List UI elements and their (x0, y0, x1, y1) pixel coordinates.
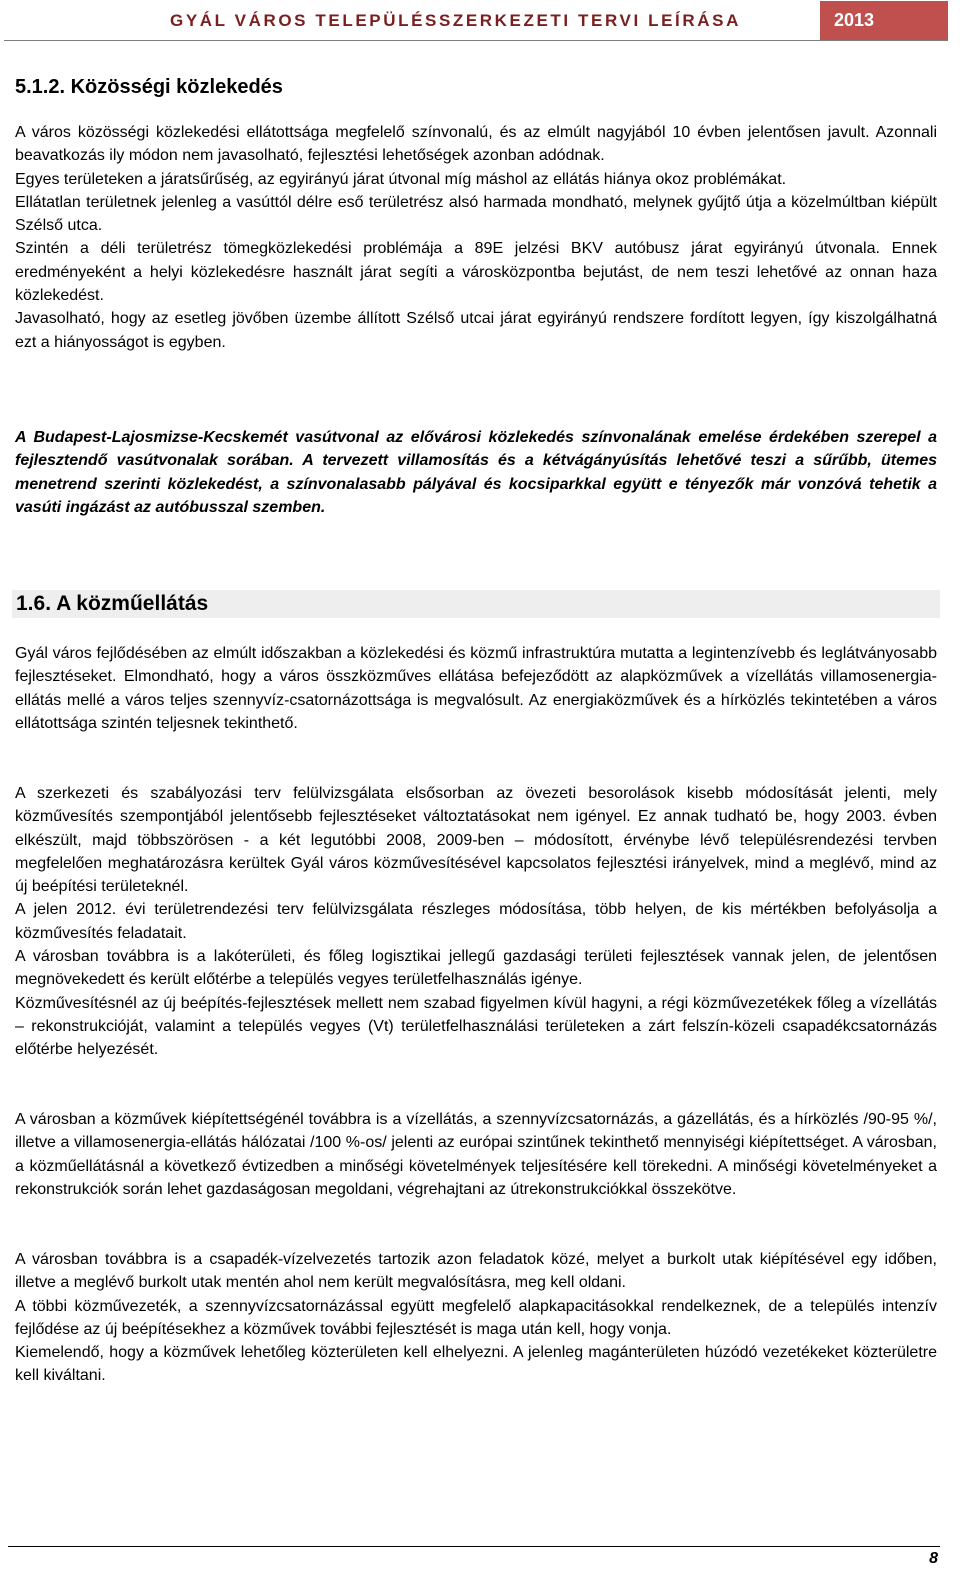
paragraph: Szintén a déli területrész tömegközlekedési problémája a 89E jelzési BKV autóbusz járat egyirányú útvonala. Ennek eredményeként a helyi közlekedésre használt járat segíti a városközpontba bejutást, de nem teszi lehetővé az onnan haza közlekedést. (15, 240, 937, 305)
section-1-6-intro (15, 642, 937, 735)
paragraph: A városban továbbra is a csapadék-vízelvezetés tartozik azon feladatok közé, melyet a burkolt utak kiépítésével egy időben, illetve a meglévő burkolt utak mentén ahol nem került megvalósításra, meg kell oldani. (15, 1251, 937, 1292)
emphasis-paragraph: A Budapest-Lajosmizse-Kecskemét vasútvonal az elővárosi közlekedés színvonalának emelése érdekében szerepel a fejlesztendő vasútvonalak sorában. A tervezett villamosítás és a kétvágányúsítás lehetővé teszi a sűrűbb, ütemes menetrend szerinti közlekedést, a színvonalasabb pályával és kocsiparkkal együtt e tényezők már vonzóvá tehetik a vasúti ingázást az autóbusszal szemben. (15, 429, 937, 516)
paragraph: Egyes területeken a járatsűrűség, az egyirányú járat útvonal míg máshol az ellátás hiánya okoz problémákat. (15, 170, 787, 188)
paragraph: Gyál város fejlődésében az elmúlt időszakban a közlekedési és közmű infrastruktúra mutatta a legintenzívebb és leglátványosabb fejlesztéseket. Elmondható, hogy a város összközműves ellátása befejeződött az alapközművek a vízellátás villamosenergia-ellátás mellé a város teljes szennyvíz-csatornázottsága is megvalósult. Az energiaközművek és a hírközlés tekintetében a város ellátottsága szintén teljesnek tekinthető. (15, 645, 937, 732)
paragraph: Javasolható, hogy az esetleg jövőben üzembe állított Szélső utcai járat egyirányú rendszere fordított legyen, így kiszolgálhatná ezt a hiányosságot is egyben. (15, 310, 937, 351)
header-divider (4, 40, 948, 41)
paragraph: A város közösségi közlekedési ellátottsága megfelelő színvonalú, és az elmúlt nagyjából 10 évben jelentősen javult. Azonnali beavatkozás ily módon nem javasolható, fejlesztési lehetőségek azonban adódnak. (15, 124, 937, 165)
paragraph: A többi közművezeték, a szennyvízcsatornázással együtt megfelelő alapkapacitásokkal rendelkeznek, de a település intenzív fejlődése az új beépítésekhez a közművek további fejlesztését is maga után kell, hogy vonja. (15, 1297, 937, 1338)
paragraph: A szerkezeti és szabályozási terv felülvizsgálata elsősorban az övezeti besorolások kisebb módosítását jelenti, mely közművesítés szempontjából jelentősebb fejlesztéseket változtatásokat nem igényel. Ez annak tudható be, hogy 2003. évben elkészült, majd többszörösen - a két legutóbbi 2008, 2009-ben – módosított, érvénybe lévő településrendezési tervben megfelelően meghatározásra kerültek Gyál város közművesítésével kapcsolatos fejlesztési irányelvek, mind a meglévő, mind az új beépítési területeknél. (15, 785, 937, 896)
paragraph: A városban továbbra is a lakóterületi, és főleg logisztikai jellegű gazdasági területi fejlesztések vannak jelen, de jelentősen megnövekedett és került előtérbe a település vegyes területfelhasználás igénye. (15, 948, 937, 989)
page-header (0, 0, 960, 42)
footer-divider (8, 1546, 940, 1547)
paragraph: Közművesítésnél az új beépítés-fejlesztések mellett nem szabad figyelmen kívül hagyni, a régi közművezetékek főleg a vízellátás – rekonstrukcióját, valamint a település vegyes (Vt) területfelhasználási területeken a zárt felszín-közeli csapadékcsatornázás előtérbe helyezését. (15, 994, 937, 1059)
document-title: GYÁL VÁROS TELEPÜLÉSSZERKEZETI TERVI LEÍRÁSA (170, 11, 741, 30)
section-heading-5-1-2: 5.1.2. Közösségi közlekedés (15, 76, 283, 98)
page-number: 8 (929, 1550, 938, 1567)
section-1-6-utilities-level (15, 1108, 937, 1201)
year-badge: 2013 (820, 1, 948, 40)
paragraph: A városban a közművek kiépítettségénél továbbra is a vízellátás, a szennyvízcsatornázás, a gázellátás, és a hírközlés /90-95 %/, illetve a villamosenergia-ellátás hálózatai /100 %-os/ jelenti az európai szintűnek tekinthető mennyiségi kiépítettséget. A városban, a közműellátásnál a következő évtizedben a minőségi követelmények teljesítésére kell törekedni. A minőségi követelményeket a rekonstrukciók során lehet gazdaságosan megoldani, végrehajtani az útrekonstrukciókkal összekötve. (15, 1111, 937, 1198)
railway-emphasis-block (15, 426, 937, 519)
paragraph: A jelen 2012. évi területrendezési terv felülvizsgálata részleges módosítása, több helyen, de kis mértékben befolyásolja a közművesítés feladatait. (15, 901, 937, 942)
section-1-6-plan-review (15, 782, 937, 1062)
section-heading-1-6: 1.6. A közműellátás (12, 590, 940, 618)
section-1-6-stormwater (15, 1248, 937, 1388)
paragraph: Ellátatlan területnek jelenleg a vasúttól délre eső területrész alsó harmada mondható, melynek gyűjtő útja a közelmúltban kiépült Szélső utca. (15, 193, 937, 235)
section-5-1-2-body (15, 121, 937, 354)
paragraph: Kiemelendő, hogy a közművek lehetőleg közterületen kell elhelyezni. A jelenleg magánterületen húzódó vezetékeket közterületre kell kiváltani. (15, 1344, 937, 1385)
